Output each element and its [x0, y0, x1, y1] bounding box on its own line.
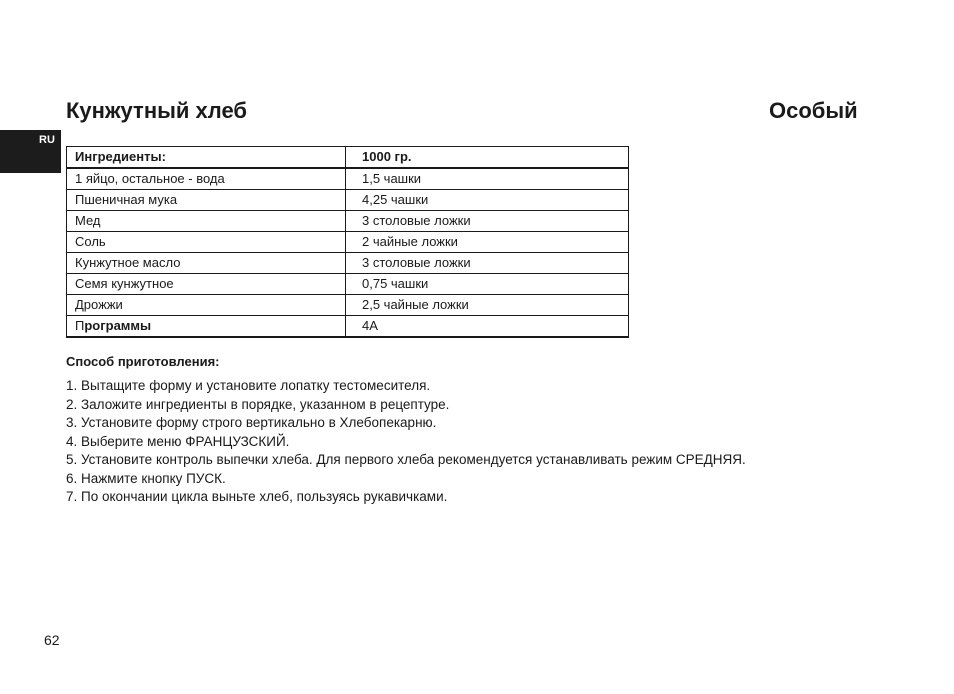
- list-item: 7. По окончании цикла выньте хлеб, пользуясь рукавичками.: [66, 489, 448, 504]
- amount-cell: 1,5 чашки: [346, 168, 629, 190]
- program-label: рограммы: [84, 318, 152, 333]
- amount-cell: 2,5 чайные ложки: [346, 295, 629, 316]
- method-title: Способ приготовления:: [66, 354, 220, 369]
- ingredient-cell: 1 яйцо, остальное - вода: [67, 168, 346, 190]
- table-row: [67, 274, 629, 295]
- list-item: 5. Установите контроль выпечки хлеба. Для первого хлеба рекомендуется устанавливать режим СРЕДНЯЯ.: [66, 452, 746, 467]
- table-row: [67, 253, 629, 274]
- ingredients-table: [66, 146, 629, 338]
- list-item: 4. Выберите меню ФРАНЦУЗСКИЙ.: [66, 433, 290, 449]
- ingredient-cell: Мед: [67, 211, 346, 232]
- table-header-row: [67, 147, 629, 169]
- program-row: [67, 316, 629, 338]
- table-row: [67, 232, 629, 253]
- ingredient-cell: Пшеничная мука: [67, 190, 346, 211]
- program-label-prefix: П: [75, 318, 85, 333]
- header-ingredient: Ингредиенты:: [67, 147, 346, 169]
- page-number: 62: [44, 632, 60, 648]
- list-item: 6. Нажмите кнопку ПУСК.: [66, 470, 226, 486]
- list-item: 1. Вытащите форму и установите лопатку тестомесителя.: [66, 378, 431, 393]
- header-amount: 1000 гр.: [346, 147, 629, 169]
- table-row: [67, 211, 629, 232]
- steps-list: [66, 377, 746, 507]
- language-tab: RU: [0, 130, 61, 173]
- amount-cell: 0,75 чашки: [346, 274, 629, 295]
- ingredient-cell: Соль: [67, 232, 346, 253]
- list-item: 3. Установите форму строго вертикально в Хлебопекарню.: [66, 415, 437, 430]
- amount-cell: 4,25 чашки: [346, 190, 629, 211]
- recipe-title: Кунжутный хлеб: [66, 98, 247, 123]
- program-label-cell: [67, 316, 346, 338]
- ingredient-cell: Дрожжи: [67, 295, 346, 316]
- table-row: [67, 168, 629, 190]
- amount-cell: 2 чайные ложки: [346, 232, 629, 253]
- table-row: [67, 295, 629, 316]
- amount-cell: 3 столовые ложки: [346, 211, 629, 232]
- amount-cell: 3 столовые ложки: [346, 253, 629, 274]
- section-title: Особый: [769, 98, 858, 123]
- table-row: [67, 190, 629, 211]
- ingredient-cell: Семя кунжутное: [67, 274, 346, 295]
- program-value-cell: 4A: [346, 316, 629, 338]
- list-item: 2. Заложите ингредиенты в порядке, указанном в рецептуре.: [66, 396, 450, 412]
- ingredient-cell: Кунжутное масло: [67, 253, 346, 274]
